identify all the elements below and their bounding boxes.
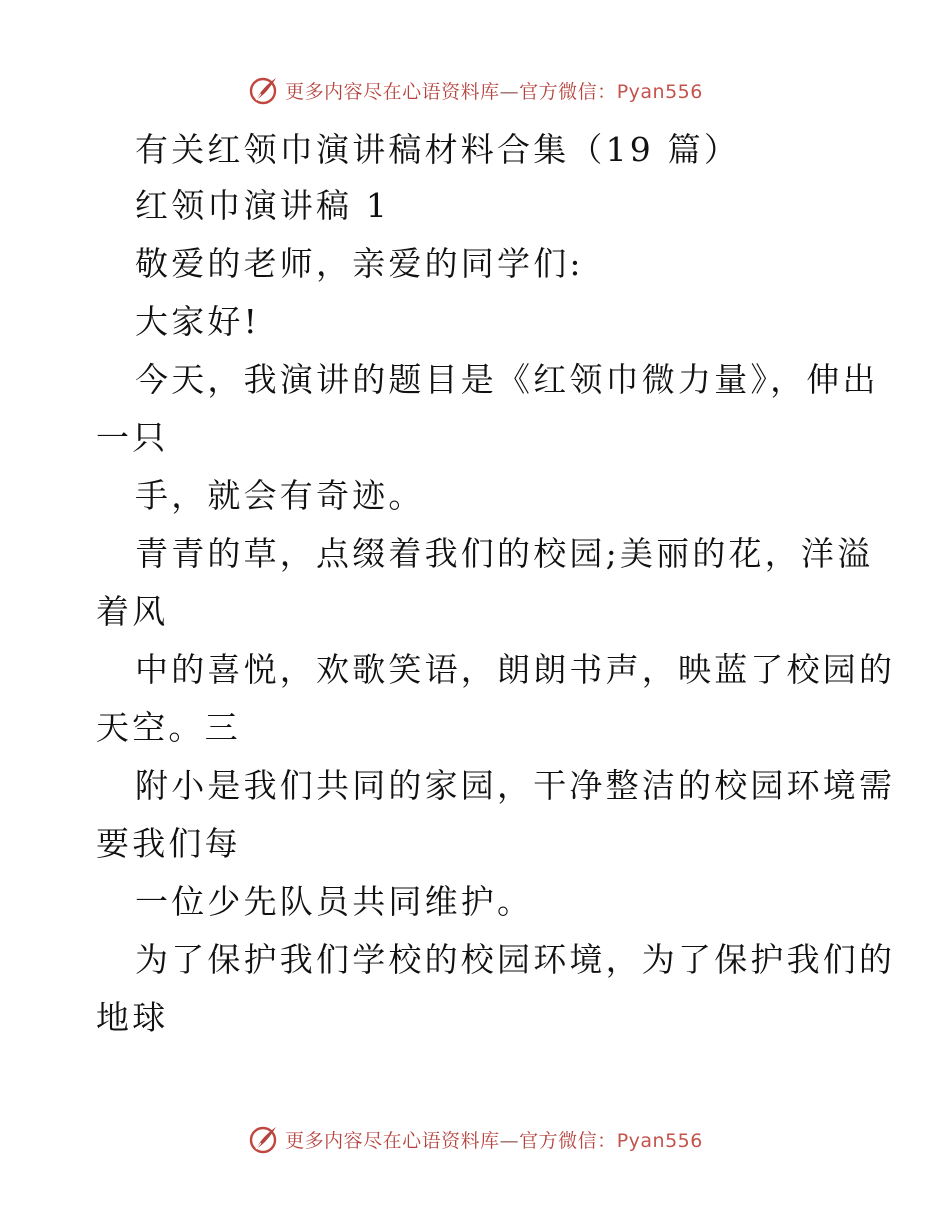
paragraph-line: 为了保护我们学校的校园环境，为了保护我们的 bbox=[135, 940, 896, 979]
paragraph-line: 附小是我们共同的家园，干净整洁的校园环境需 bbox=[135, 766, 896, 805]
document-title: 有关红领巾演讲稿材料合集（19 篇） bbox=[135, 130, 741, 169]
paragraph-line: 今天，我演讲的题目是《红领巾微力量》，伸出 bbox=[135, 360, 879, 399]
header-banner-text: 更多内容尽在心语资料库—官方微信：Pyan556 bbox=[285, 80, 703, 103]
paragraph-line: 要我们每 bbox=[96, 824, 241, 863]
paragraph-line: 敬爱的老师，亲爱的同学们: bbox=[135, 244, 584, 283]
header-banner bbox=[0, 70, 950, 110]
document-subtitle: 红领巾演讲稿 1 bbox=[135, 186, 391, 225]
footer-banner bbox=[0, 1119, 950, 1159]
paragraph-line: 一位少先队员共同维护。 bbox=[135, 882, 534, 921]
paragraph-line: 青青的草，点缀着我们的校园;美丽的花，洋溢 bbox=[135, 534, 874, 573]
paragraph-line: 手，就会有奇迹。 bbox=[135, 476, 425, 515]
paragraph-line: 天空。三 bbox=[96, 708, 241, 747]
paragraph-line: 地球 bbox=[96, 998, 169, 1037]
wechat-handle: Pyan556 bbox=[616, 1129, 703, 1152]
wechat-handle: Pyan556 bbox=[616, 80, 703, 103]
quill-logo-icon bbox=[247, 1123, 279, 1155]
paragraph-line: 一只 bbox=[96, 418, 169, 457]
quill-logo-icon bbox=[247, 74, 279, 106]
paragraph-line: 中的喜悦，欢歌笑语，朗朗书声，映蓝了校园的 bbox=[135, 650, 896, 689]
paragraph-line: 着风 bbox=[96, 592, 169, 631]
footer-banner-text: 更多内容尽在心语资料库—官方微信：Pyan556 bbox=[285, 1129, 703, 1152]
paragraph-line: 大家好! bbox=[135, 302, 261, 341]
